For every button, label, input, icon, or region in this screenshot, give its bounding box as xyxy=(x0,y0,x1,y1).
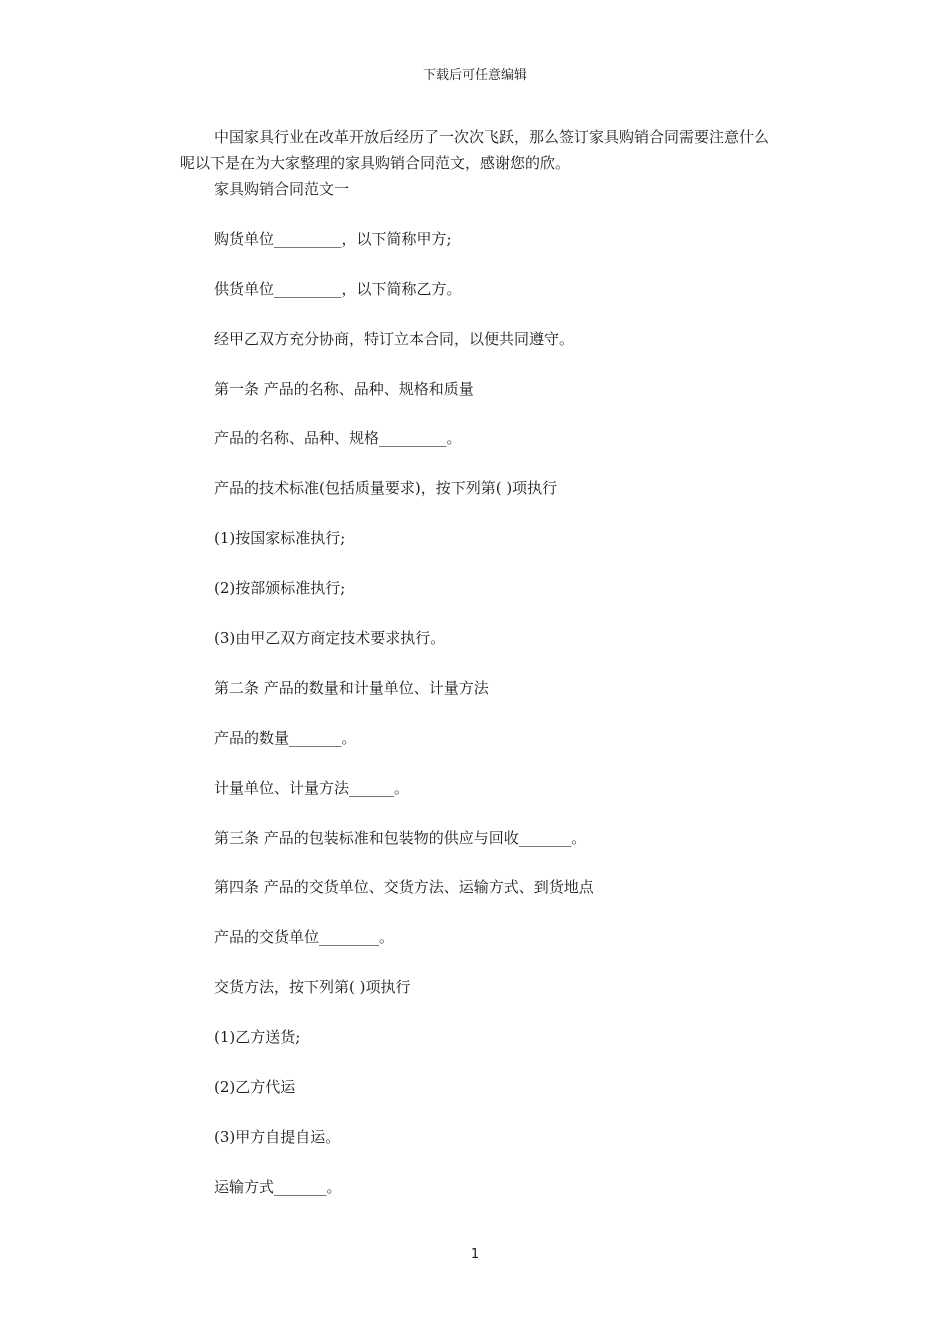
paragraph-delivery-unit: 产品的交货单位________。 xyxy=(214,928,395,947)
paragraph-buyer: 购货单位_________，以下简称甲方; xyxy=(214,229,452,248)
intro-paragraph: 中国家具行业在改革开放后经历了一次次飞跃，那么签订家具购销合同需要注意什么呢以下是在为大家整理的家具购销合同范文，感谢您的欣。 xyxy=(180,128,770,172)
paragraph-tech-standard: 产品的技术标准(包括质量要求)，按下列第( )项执行 xyxy=(214,479,558,498)
paragraph-delivery-option-1: (1)乙方送货; xyxy=(214,1028,301,1047)
paragraph-article-1: 第一条 产品的名称、品种、规格和质量 xyxy=(214,379,474,398)
page-header: 下载后可任意编辑 xyxy=(422,68,527,83)
paragraph-option-3: (3)由甲乙双方商定技术要求执行。 xyxy=(214,629,446,648)
paragraph-article-2: 第二条 产品的数量和计量单位、计量方法 xyxy=(214,678,489,697)
paragraph-quantity: 产品的数量_______。 xyxy=(214,728,357,747)
paragraph-product-spec: 产品的名称、品种、规格_________。 xyxy=(214,429,462,448)
page-number: 1 xyxy=(470,1247,480,1262)
paragraph-section-title: 家具购销合同范文一 xyxy=(214,180,350,198)
paragraph-supplier: 供货单位_________，以下简称乙方。 xyxy=(214,279,462,298)
paragraph-delivery-option-3: (3)甲方自提自运。 xyxy=(214,1127,341,1146)
paragraph-transport: 运输方式_______。 xyxy=(214,1177,342,1196)
paragraph-article-4: 第四条 产品的交货单位、交货方法、运输方式、到货地点 xyxy=(214,878,594,897)
paragraph-option-2: (2)按部颁标准执行; xyxy=(214,579,346,598)
document-body xyxy=(180,124,770,1224)
paragraph-delivery-option-2: (2)乙方代运 xyxy=(214,1078,296,1097)
paragraph-agreement: 经甲乙双方充分协商，特订立本合同，以便共同遵守。 xyxy=(214,329,575,348)
paragraph-article-3: 第三条 产品的包装标准和包装物的供应与回收_______。 xyxy=(214,828,587,847)
paragraph-option-1: (1)按国家标准执行; xyxy=(214,529,346,548)
paragraph-measure: 计量单位、计量方法______。 xyxy=(214,778,410,797)
paragraph-delivery-method: 交货方法，按下列第( )项执行 xyxy=(214,978,411,997)
